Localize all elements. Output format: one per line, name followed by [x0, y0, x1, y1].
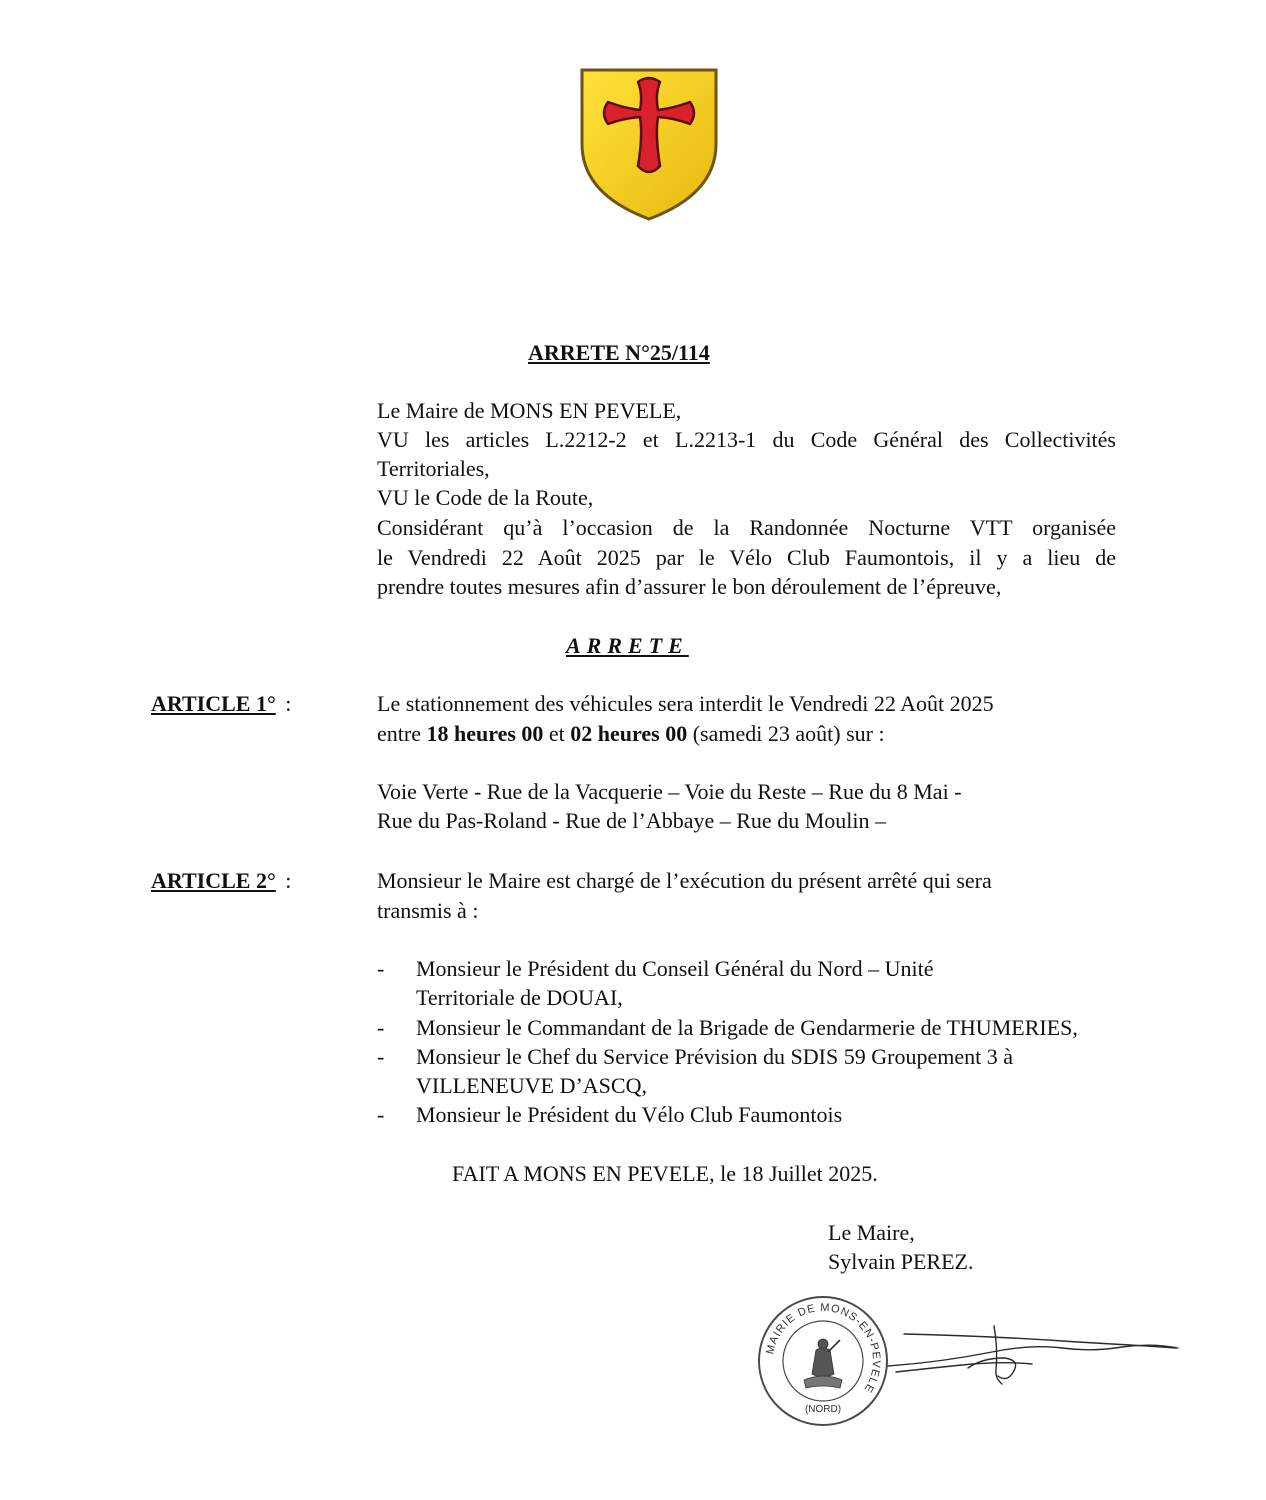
preamble-line-5: Considérant qu’à l’occasion de la Randonnée Nocturne VTT organisée — [377, 515, 1116, 540]
article-1-text-a: entre — [377, 721, 427, 746]
recipient-3-line-2: VILLENEUVE D’ASCQ, — [416, 1073, 647, 1098]
article-1-start-time: 18 heures 00 — [426, 721, 544, 746]
preamble-line-1: Le Maire de MONS EN PEVELE, — [377, 398, 682, 423]
preamble-line-4: VU le Code de la Route, — [377, 485, 594, 510]
article-1-label: ARTICLE 1° — [151, 691, 276, 716]
coat-of-arms — [578, 66, 720, 223]
recipient-2-line-1: Monsieur le Commandant de la Brigade de Gendarmerie de THUMERIES, — [416, 1015, 1078, 1040]
article-1-heading — [151, 689, 291, 718]
preamble-line-6: le Vendredi 22 Août 2025 par le Vélo Club Faumontois, il y a lieu de — [377, 545, 1116, 570]
recipient-3-bullet: - — [377, 1044, 385, 1069]
article-2-colon: : — [285, 868, 292, 893]
preamble-line-2: VU les articles L.2212-2 et L.2213-1 du Code Général des Collectivités — [377, 427, 1116, 452]
article-2-label: ARTICLE 2° — [151, 868, 276, 893]
article-1-text-e: (samedi 23 août) sur : — [687, 721, 885, 746]
recipient-4-line-1: Monsieur le Président du Vélo Club Faumontois — [416, 1102, 843, 1127]
arrete-heading: ARRETE — [566, 633, 689, 658]
article-1-colon: : — [285, 691, 292, 716]
preamble-line-7: prendre toutes mesures afin d’assurer le bon déroulement de l’épreuve, — [377, 574, 1002, 599]
stamp-emblem — [804, 1339, 842, 1388]
document-title: ARRETE N°25/114 — [528, 340, 710, 365]
article-1-streets-1: Voie Verte - Rue de la Vacquerie – Voie du Reste – Rue du 8 Mai - — [377, 779, 962, 804]
fait-a-line: FAIT A MONS EN PEVELE, le 18 Juillet 2025. — [452, 1161, 878, 1186]
stamp-ring-text: MAIRIE DE MONS-EN-PEVELE — [764, 1301, 883, 1396]
article-1-text-c: et — [543, 721, 571, 746]
stamp-bottom-text: (NORD) — [804, 1404, 842, 1415]
recipient-4-bullet: - — [377, 1102, 385, 1127]
article-1-line-1: Le stationnement des véhicules sera interdit le Vendredi 22 Août 2025 — [377, 691, 994, 716]
article-1-streets-2: Rue du Pas-Roland - Rue de l’Abbaye – Rue du Moulin – — [377, 808, 886, 833]
preamble-line-3: Territoriales, — [377, 456, 490, 481]
recipient-1-bullet: - — [377, 956, 385, 981]
mayor-signature — [882, 1318, 1182, 1398]
article-1-end-time: 02 heures 00 — [570, 721, 688, 746]
recipient-1-line-2: Territoriale de DOUAI, — [416, 985, 623, 1010]
article-1-line-2 — [377, 719, 885, 748]
recipient-3-line-1: Monsieur le Chef du Service Prévision du SDIS 59 Groupement 3 à — [416, 1044, 1013, 1069]
recipient-2-bullet: - — [377, 1015, 385, 1040]
article-2-heading — [151, 866, 291, 895]
article-2-line-1: Monsieur le Maire est chargé de l’exécution du présent arrêté qui sera — [377, 868, 992, 893]
signatory-name: Sylvain PEREZ. — [828, 1249, 974, 1274]
recipient-1-line-1: Monsieur le Président du Conseil Général du Nord – Unité — [416, 956, 934, 981]
article-2-line-2: transmis à : — [377, 898, 479, 923]
signatory-role: Le Maire, — [828, 1220, 915, 1245]
mairie-stamp — [756, 1294, 890, 1428]
